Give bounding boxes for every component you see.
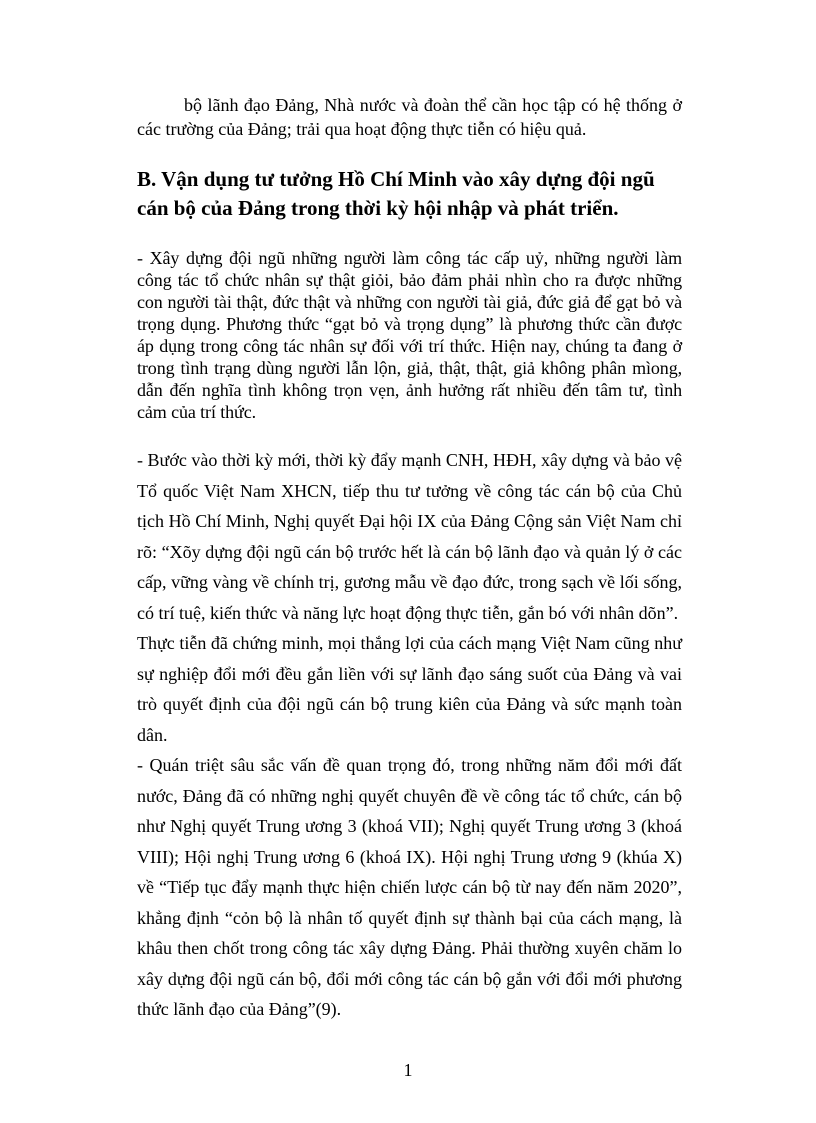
paragraph-new-era-resolution: - Bước vào thời kỳ mới, thời kỳ đẩy mạnh CNH, HĐH, xây dựng và bảo vệ Tổ quốc Việt Nam XHCN, tiếp thu tư tưởng về công tác cán bộ của Chủ tịch Hồ Chí Minh, Nghị quyết Đại hội IX của Đảng Cộng sản Việt Nam chỉ rõ: “Xõy dựng đội ngũ cán bộ trước hết là cán bộ lãnh đạo và quản lý ở các cấp, vững vàng về chính trị, gương mẫu về đạo đức, trong sạch về lối sống, có trí tuệ, kiến thức và năng lực hoạt động thực tiễn, gắn bó với nhân dõn”. [137,450,682,623]
document-page [137,93,682,1025]
paragraph-staff-selection: - Xây dựng đội ngũ những người làm công tác cấp uỷ, những người làm công tác tổ chức nhân sự thật giỏi, bảo đảm phải nhìn cho ra được những con người tài thật, đức thật và những con người tài giả, đức giả để gạt bỏ và trọng dụng. Phương thức “gạt bỏ và trọng dụng” là phương thức cần được áp dụng trong công tác nhân sự đối với trí thức. Hiện nay, chúng ta đang ở trong tình trạng dùng người lẫn lộn, giả, thật, thật, giả không phân mìong, dẫn đến nghĩa tình không trọn vẹn, ảnh hưởng rất nhiều đến tâm tư, tình cảm của trí thức. [137,248,682,422]
intro-paragraph: bộ lãnh đạo Đảng, Nhà nước và đoàn thể cần học tập có hệ thống ở các trường của Đảng; trải qua hoạt động thực tiễn có hiệu quả. [137,95,682,139]
paragraph-practice-proven: Thực tiễn đã chứng minh, mọi thắng lợi của cách mạng Việt Nam cũng như sự nghiệp đổi mới đều gắn liền với sự lãnh đạo sáng suốt của Đảng và vai trò quyết định của đội ngũ cán bộ trung kiên của Đảng và sức mạnh toàn dân. [137,633,682,745]
paragraph-party-resolutions: - Quán triệt sâu sắc vấn đề quan trọng đó, trong những năm đổi mới đất nước, Đảng đã có những nghị quyết chuyên đề về công tác tổ chức, cán bộ như Nghị quyết Trung ương 3 (khoá VII); Nghị quyết Trung ương 3 (khoá VIII); Hội nghị Trung ương 6 (khoá IX). Hội nghị Trung ương 9 (khúa X) về “Tiếp tục đẩy mạnh thực hiện chiến lược cán bộ từ nay đến năm 2020”, khẳng định “cỏn bộ là nhân tố quyết định sự thành bại của cách mạng, là khâu then chốt trong công tác xây dựng Đảng. Phải thường xuyên chăm lo xây dựng đội ngũ cán bộ, đổi mới công tác cán bộ gắn với đổi mới phương thức lãnh đạo của Đảng”(9). [137,755,682,1019]
section-heading: B. Vận dụng tư tưởng Hồ Chí Minh vào xây dựng đội ngũ cán bộ của Đảng trong thời kỳ hội nhập và phát triển. [137,167,655,220]
page-number: 1 [403,1060,413,1080]
